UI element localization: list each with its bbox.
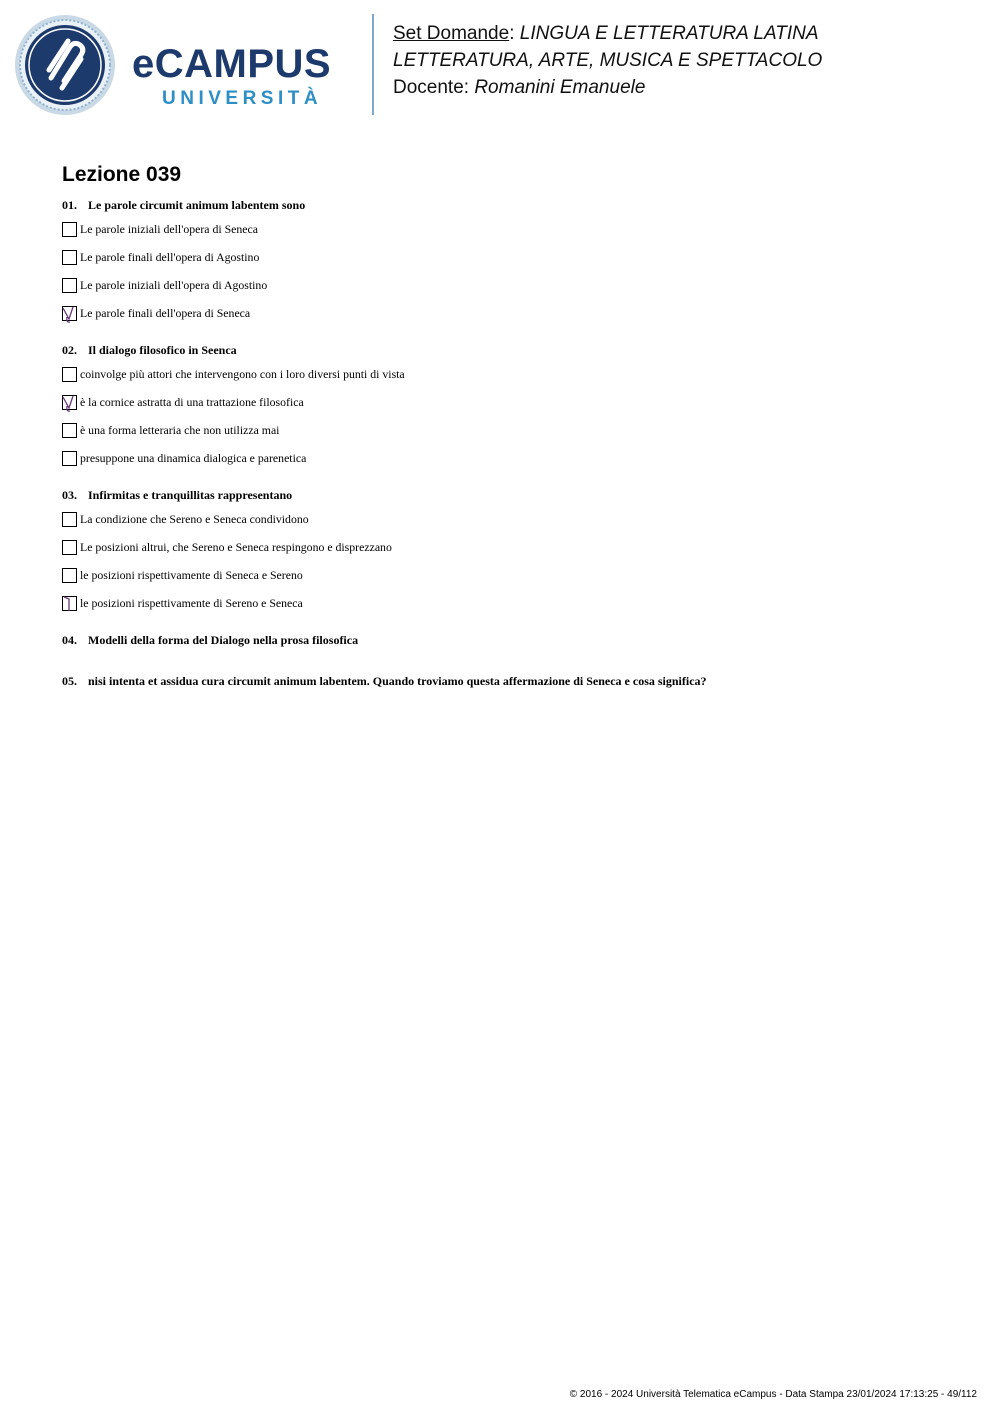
question-number: 03.	[62, 488, 77, 502]
answer-option[interactable]	[62, 416, 942, 444]
question-text: nisi intenta et assidua cura circumit animum labentem. Quando troviamo questa affermazione di Seneca e cosa significa?	[88, 674, 707, 688]
answer-checkbox[interactable]	[62, 451, 77, 466]
answer-checkbox[interactable]	[62, 367, 77, 382]
teacher-label: Docente:	[393, 77, 470, 98]
ecampus-wordmark	[132, 42, 357, 112]
brand-subtitle: UNIVERSITÀ	[162, 88, 323, 109]
header-divider	[372, 14, 374, 115]
header-info	[393, 20, 822, 101]
answer-option[interactable]	[62, 505, 942, 533]
question-text: Le parole circumit animum labentem sono	[88, 198, 306, 212]
answer-option[interactable]	[62, 589, 942, 617]
check-mark-icon	[62, 305, 77, 325]
teacher-line	[393, 74, 822, 101]
ecampus-seal-logo-icon	[14, 14, 116, 116]
question-text: Infirmitas e tranquillitas rappresentano	[88, 488, 293, 502]
answer-option[interactable]	[62, 388, 942, 416]
question-heading	[62, 671, 942, 691]
answer-option[interactable]	[62, 243, 942, 271]
answer-text: è la cornice astratta di una trattazione filosofica	[80, 394, 304, 409]
page-footer: © 2016 - 2024 Università Telematica eCampus - Data Stampa 23/01/2024 17:13:25 - 49/112	[569, 1389, 977, 1400]
lesson-title: Lezione 039	[62, 163, 182, 186]
answer-option[interactable]	[62, 299, 942, 327]
answer-checkbox[interactable]	[62, 423, 77, 438]
question-text: Il dialogo filosofico in Seenca	[88, 343, 237, 357]
page-header	[0, 0, 1000, 130]
question-5	[62, 671, 942, 691]
set-label: Set Domande	[393, 23, 510, 44]
answer-checkbox-checked[interactable]	[62, 395, 77, 410]
answer-checkbox-checked[interactable]	[62, 596, 77, 611]
question-number: 04.	[62, 633, 77, 647]
question-number: 05.	[62, 674, 77, 688]
question-heading	[62, 195, 942, 215]
answer-option[interactable]	[62, 360, 942, 388]
question-heading	[62, 485, 942, 505]
answer-checkbox[interactable]	[62, 278, 77, 293]
set-line-1: Set Domande: LINGUA E LETTERATURA LATINA	[393, 23, 819, 44]
check-mark-icon	[62, 595, 77, 615]
answer-text: presuppone una dinamica dialogica e parenetica	[80, 450, 307, 465]
set-title-line2: LETTERATURA, ARTE, MUSICA E SPETTACOLO	[393, 50, 823, 71]
answer-checkbox[interactable]	[62, 568, 77, 583]
question-2	[62, 340, 942, 472]
answer-option[interactable]	[62, 215, 942, 243]
brand-name: eCAMPUS	[132, 42, 332, 86]
answer-text: La condizione che Sereno e Seneca condividono	[80, 511, 309, 526]
set-line-2	[393, 47, 822, 74]
answer-option[interactable]	[62, 444, 942, 472]
question-1	[62, 195, 942, 327]
question-heading	[62, 630, 942, 650]
answer-text: è una forma letteraria che non utilizza mai	[80, 422, 280, 437]
answer-text: coinvolge più attori che intervengono con i loro diversi punti di vista	[80, 366, 405, 381]
answer-checkbox[interactable]	[62, 512, 77, 527]
question-4	[62, 630, 942, 650]
question-list	[62, 195, 942, 691]
answer-text: Le parole finali dell'opera di Seneca	[80, 305, 251, 320]
answer-text: le posizioni rispettivamente di Sereno e Seneca	[80, 595, 303, 610]
question-3	[62, 485, 942, 617]
answer-checkbox[interactable]	[62, 250, 77, 265]
answer-text: le posizioni rispettivamente di Seneca e Sereno	[80, 567, 303, 582]
set-title-line1: LINGUA E LETTERATURA LATINA	[519, 23, 819, 44]
teacher-name: Romanini Emanuele	[474, 77, 646, 98]
question-text: Modelli della forma del Dialogo nella prosa filosofica	[88, 633, 359, 647]
answer-option[interactable]	[62, 271, 942, 299]
question-number: 02.	[62, 343, 77, 357]
answer-checkbox-checked[interactable]	[62, 306, 77, 321]
question-heading	[62, 340, 942, 360]
answer-text: Le parole iniziali dell'opera di Seneca	[80, 221, 259, 236]
answer-option[interactable]	[62, 533, 942, 561]
answer-text: Le posizioni altrui, che Sereno e Seneca respingono e disprezzano	[80, 539, 392, 554]
answer-text: Le parole finali dell'opera di Agostino	[80, 249, 260, 264]
answer-text: Le parole iniziali dell'opera di Agostino	[80, 277, 268, 292]
question-number: 01.	[62, 198, 77, 212]
answer-option[interactable]	[62, 561, 942, 589]
check-mark-icon	[62, 394, 77, 414]
answer-checkbox[interactable]	[62, 222, 77, 237]
answer-checkbox[interactable]	[62, 540, 77, 555]
